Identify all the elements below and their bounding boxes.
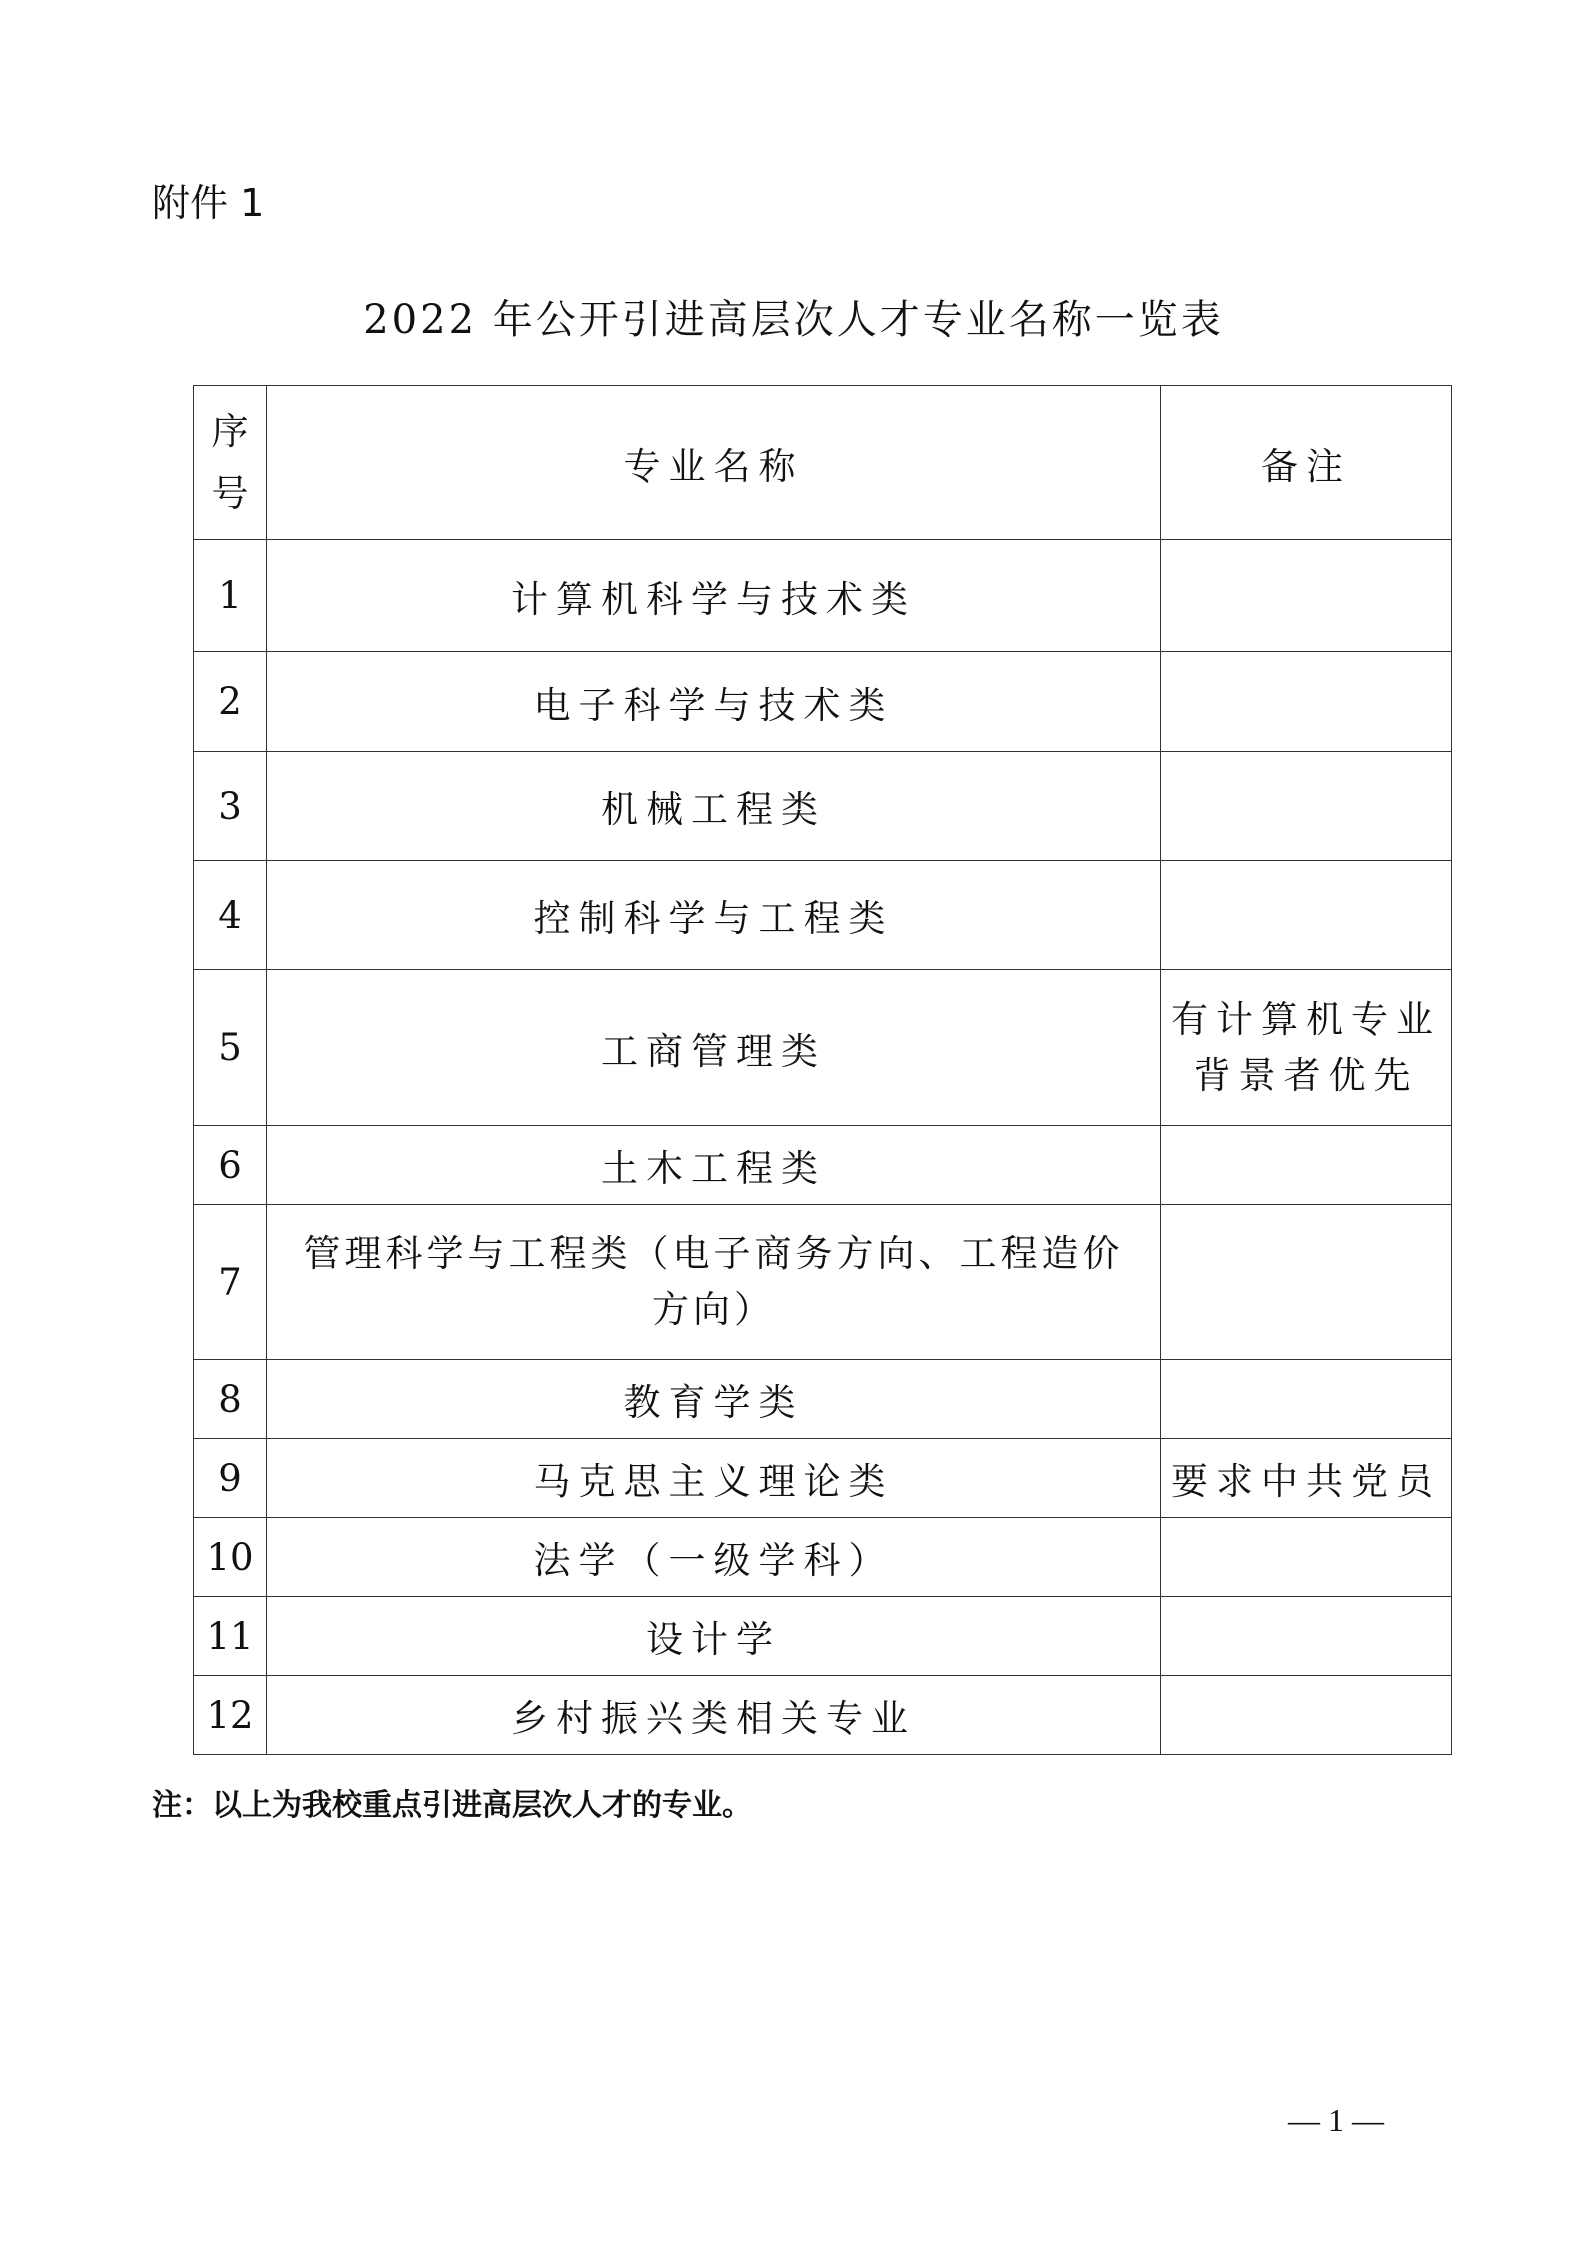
row-number: 11 [194,1597,267,1676]
major-name: 法学（一级学科） [267,1518,1161,1597]
major-name: 乡村振兴类相关专业 [267,1676,1161,1755]
row-number: 12 [194,1676,267,1755]
table-row [194,1126,1452,1205]
remark [1161,1518,1452,1597]
header-serial-char-2: 号 [211,471,249,515]
table-row [194,1205,1452,1360]
row-number: 10 [194,1518,267,1597]
remark [1161,1126,1452,1205]
table-row [194,652,1452,752]
header-serial-char-1: 序 [211,409,249,453]
row-number: 7 [194,1205,267,1360]
table-row [194,970,1452,1126]
header-major-name: 专业名称 [267,386,1161,540]
row-number: 2 [194,652,267,752]
table-row [194,752,1452,861]
major-name: 教育学类 [267,1360,1161,1439]
row-number: 1 [194,540,267,652]
remark-line: 有计算机专业 [1171,997,1441,1041]
table-footnote: 注：以上为我校重点引进高层次人才的专业。 [152,1788,752,1823]
table-row [194,540,1452,652]
table-row [194,1360,1452,1439]
row-number: 6 [194,1126,267,1205]
header-serial-number [194,386,267,540]
remark [1161,861,1452,970]
document-title: 2022 年公开引进高层次人才专业名称一览表 [363,297,1224,343]
remark [1161,1676,1452,1755]
remark-line: 背景者优先 [1193,1053,1419,1097]
remark: 要求中共党员 [1161,1439,1452,1518]
remark [1161,652,1452,752]
table-row [194,1439,1452,1518]
row-number: 8 [194,1360,267,1439]
major-name: 工商管理类 [267,970,1161,1126]
table-header-row [194,386,1452,540]
page-number: — 1 — [1288,2102,1384,2138]
table-row [194,861,1452,970]
major-name: 电子科学与技术类 [267,652,1161,752]
major-name-line: 方向） [652,1288,775,1331]
major-name: 控制科学与工程类 [267,861,1161,970]
row-number: 4 [194,861,267,970]
major-name: 计算机科学与技术类 [267,540,1161,652]
major-name: 机械工程类 [267,752,1161,861]
header-remarks: 备注 [1161,386,1452,540]
row-number: 9 [194,1439,267,1518]
row-number: 5 [194,970,267,1126]
remark [1161,752,1452,861]
row-number: 3 [194,752,267,861]
table-row [194,1518,1452,1597]
table-row [194,1597,1452,1676]
major-name: 马克思主义理论类 [267,1439,1161,1518]
attachment-label: 附件 1 [152,181,265,225]
remark [1161,1597,1452,1676]
major-name: 设计学 [267,1597,1161,1676]
major-name [267,1205,1161,1360]
table-row [194,1676,1452,1755]
major-name: 土木工程类 [267,1126,1161,1205]
remark [1161,1205,1452,1360]
remark [1161,1360,1452,1439]
major-name-line: 管理科学与工程类（电子商务方向、工程造价 [303,1232,1124,1275]
major-list-table [193,385,1452,1755]
remark [1161,540,1452,652]
remark [1161,970,1452,1126]
